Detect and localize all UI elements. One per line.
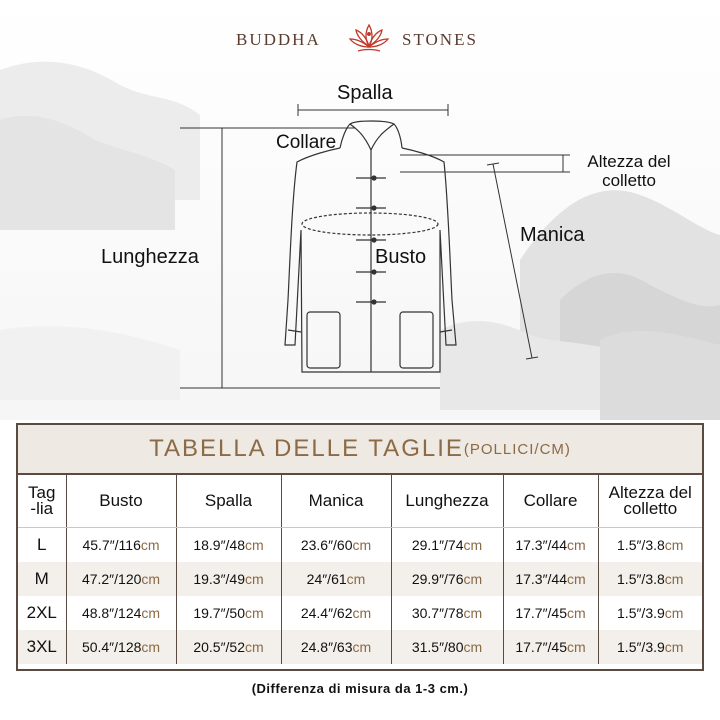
measurement-unit: cm <box>664 605 684 621</box>
measurement-value: 24.8″/63 <box>300 639 353 655</box>
measurement-unit: cm <box>352 639 372 655</box>
measurement-value: 17.7″/45 <box>515 605 567 621</box>
measurement-value: 19.7″/50 <box>193 605 245 621</box>
measurement-cell <box>281 630 391 664</box>
measurement-cell <box>598 562 702 596</box>
measurement-cell <box>391 596 503 630</box>
label-altezza-line1: Altezza del <box>587 152 671 171</box>
measurement-cell <box>66 562 176 596</box>
brand-name-left: BUDDHA <box>236 30 321 49</box>
measurement-value: 1.5″/3.8 <box>617 571 665 587</box>
measurement-unit: cm <box>463 639 483 655</box>
measurement-unit: cm <box>352 605 372 621</box>
measurement-unit: cm <box>245 571 264 587</box>
label-collare: Collare <box>276 132 337 153</box>
measurement-unit: cm <box>567 605 586 621</box>
measurement-unit: cm <box>664 571 684 587</box>
table-header-cell: Busto <box>66 475 176 528</box>
measurement-value: 29.1″/74 <box>411 537 464 553</box>
label-busto: Busto <box>375 246 427 268</box>
measurement-value: 47.2″/120 <box>81 571 142 587</box>
measurement-unit: cm <box>140 537 160 553</box>
measurement-value: 17.3″/44 <box>515 571 567 587</box>
table-title-units: (POLLICI/CM) <box>463 440 571 458</box>
table-header-cell: Manica <box>281 475 391 528</box>
measurement-unit: cm <box>463 605 483 621</box>
size-grid <box>18 475 702 664</box>
measurement-cell <box>598 596 702 630</box>
label-spalla: Spalla <box>337 82 393 104</box>
size-cell: 3XL <box>18 630 66 664</box>
measurement-value: 29.9″/76 <box>411 571 464 587</box>
measurement-cell <box>391 562 503 596</box>
measurement-value: 17.7″/45 <box>515 639 567 655</box>
measurement-cell <box>281 528 391 563</box>
measurement-value: 19.3″/49 <box>193 571 245 587</box>
measurement-cell <box>391 630 503 664</box>
table-header-cell: Collare <box>503 475 598 528</box>
measurement-cell <box>598 630 702 664</box>
measurement-cell <box>176 630 281 664</box>
table-title <box>18 425 702 475</box>
measurement-unit: cm <box>352 537 372 553</box>
measurement-value: 20.5″/52 <box>193 639 245 655</box>
measurement-cell <box>66 528 176 563</box>
measurement-cell <box>281 562 391 596</box>
measurement-cell <box>176 562 281 596</box>
measurement-value: 24″/61 <box>306 571 347 587</box>
table-row <box>18 562 702 596</box>
measurement-cell <box>503 596 598 630</box>
table-title-main: TABELLA DELLE TAGLIE <box>149 435 464 462</box>
label-altezza-line2: colletto <box>602 171 656 190</box>
measurement-cell <box>176 528 281 563</box>
table-header-cell: Spalla <box>176 475 281 528</box>
measurement-unit: cm <box>463 571 483 587</box>
measurement-unit: cm <box>567 639 586 655</box>
label-manica: Manica <box>520 224 585 246</box>
measurement-unit: cm <box>245 639 264 655</box>
measurement-cell <box>281 596 391 630</box>
table-row <box>18 630 702 664</box>
measurement-value: 31.5″/80 <box>411 639 464 655</box>
measurement-unit: cm <box>141 571 161 587</box>
size-cell: L <box>18 528 66 563</box>
table-row <box>18 528 702 563</box>
measurement-cell <box>503 562 598 596</box>
measurement-cell <box>503 528 598 563</box>
table-header-cell: Lunghezza <box>391 475 503 528</box>
table-row <box>18 596 702 630</box>
brand-name-right: STONES <box>402 30 478 49</box>
table-header-row <box>18 475 702 528</box>
measurement-value: 1.5″/3.9 <box>617 605 665 621</box>
size-cell: 2XL <box>18 596 66 630</box>
size-table <box>16 423 704 671</box>
measurement-unit: cm <box>567 537 586 553</box>
measurement-note: (Differenza di misura da 1-3 cm.) <box>251 681 469 696</box>
measurement-unit: cm <box>346 571 366 587</box>
measurement-value: 30.7″/78 <box>411 605 464 621</box>
measurement-cell <box>391 528 503 563</box>
measurement-value: 50.4″/128 <box>81 639 142 655</box>
measurement-value: 48.8″/124 <box>81 605 142 621</box>
measurement-value: 45.7″/116 <box>82 537 141 553</box>
measurement-unit: cm <box>463 537 483 553</box>
measurement-cell <box>66 596 176 630</box>
measurement-value: 17.3″/44 <box>515 537 567 553</box>
label-lunghezza: Lunghezza <box>101 246 199 268</box>
measurement-unit: cm <box>141 605 161 621</box>
size-cell: M <box>18 562 66 596</box>
measurement-value: 1.5″/3.9 <box>617 639 665 655</box>
measurement-unit: cm <box>245 605 264 621</box>
measurement-cell <box>503 630 598 664</box>
label-altezza-colletto <box>570 152 688 190</box>
measurement-unit: cm <box>245 537 264 553</box>
measurement-cell <box>598 528 702 563</box>
measurement-value: 23.6″/60 <box>300 537 353 553</box>
measurement-unit: cm <box>567 571 586 587</box>
measurement-value: 1.5″/3.8 <box>617 537 665 553</box>
measurement-value: 24.4″/62 <box>300 605 353 621</box>
measurement-unit: cm <box>664 537 684 553</box>
table-header-cell: Tag -lia <box>18 475 66 528</box>
measurement-unit: cm <box>141 639 161 655</box>
measurement-cell <box>176 596 281 630</box>
measurement-unit: cm <box>664 639 684 655</box>
measurement-cell <box>66 630 176 664</box>
measurement-value: 18.9″/48 <box>193 537 245 553</box>
table-header-cell: Altezza del colletto <box>598 475 702 528</box>
